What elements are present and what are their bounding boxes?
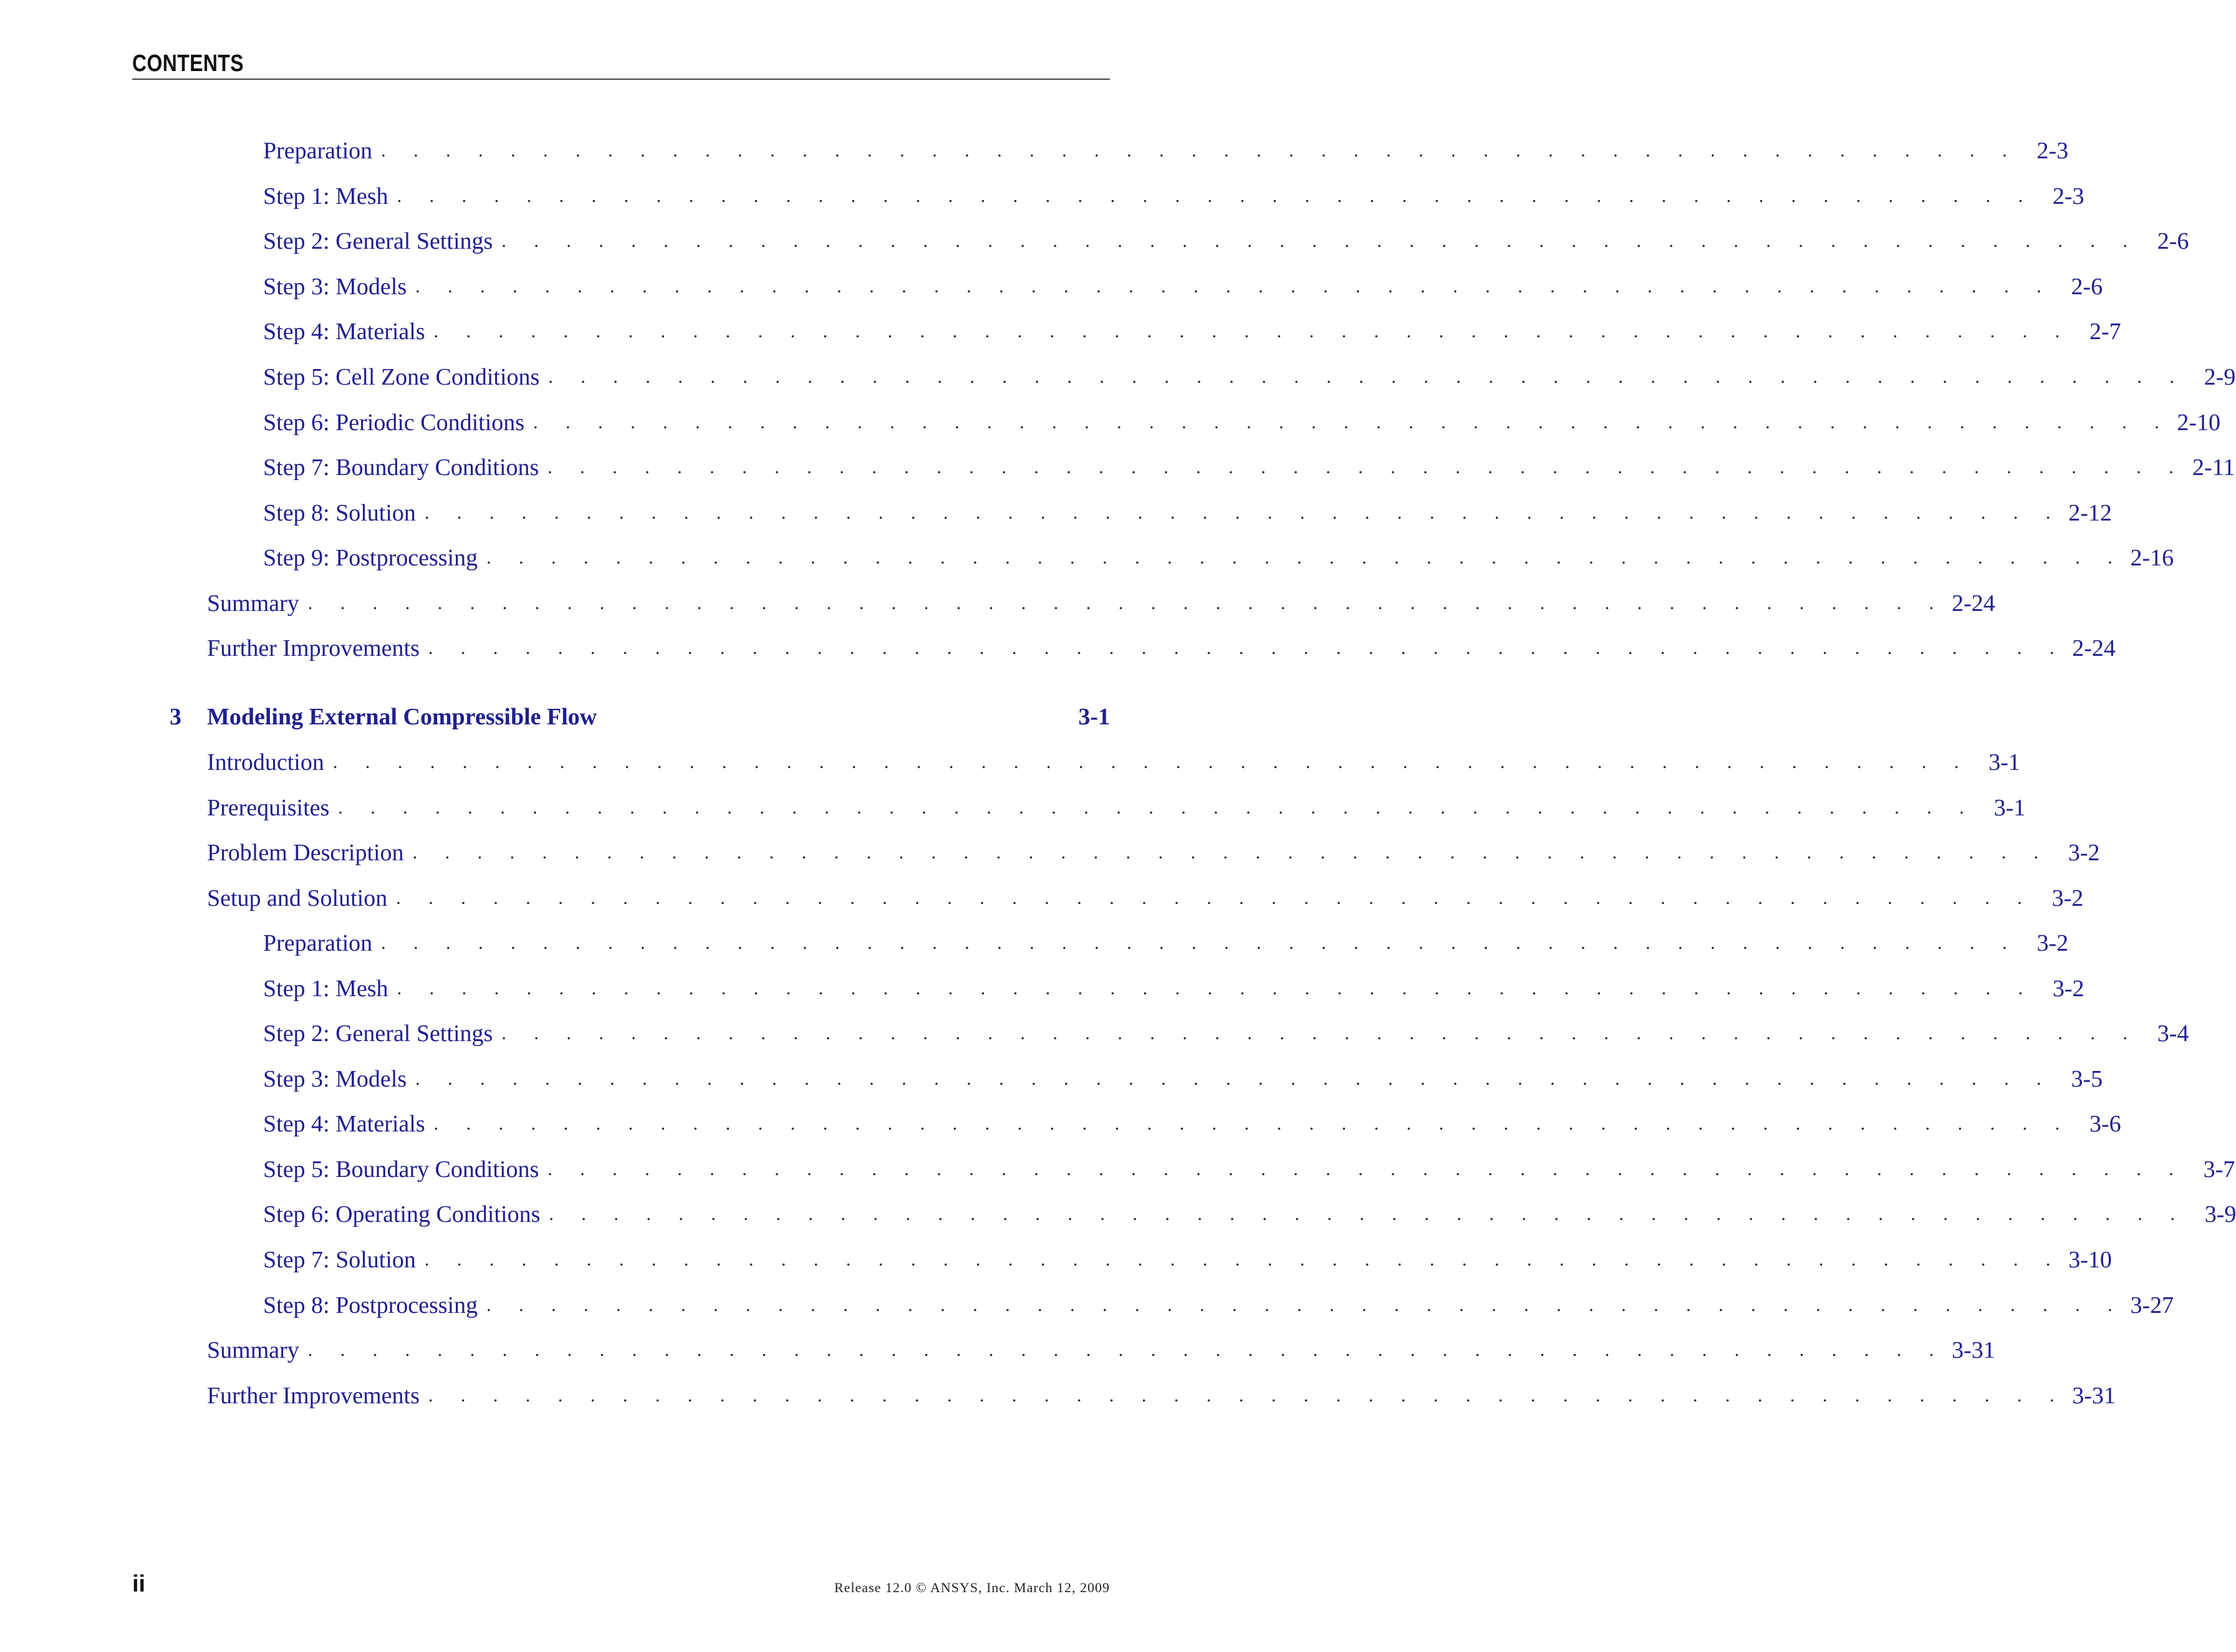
toc-entry-page[interactable]: 3-31 xyxy=(1952,1337,1995,1363)
toc-entry-page[interactable]: 3-27 xyxy=(2130,1292,2174,1318)
toc-entry-title[interactable]: Step 3: Models xyxy=(263,1060,415,1098)
dot-leader: . . . . . . . . . . . . . . . . . . . . . . . . . . . . . . . . . . . . . . . . . . . . . . . . . . . xyxy=(433,321,2071,342)
dot-leader: . . . . . . . . . . . . . . . . . . . . . . . . . . . . . . . . . . . . . . . . . . . . . . . . . . . xyxy=(412,842,2050,863)
dot-leader: . . . . . . . . . . . . . . . . . . . . . . . . . . . . . . . . . . . . . . . . . . . . . . . . . . . xyxy=(307,593,1945,613)
toc-entry-page[interactable]: 2-24 xyxy=(1952,590,1995,617)
dot-leader: . . . . . . . . . . . . . . . . . . . . . . . . . . . . . . . . . . . . . . . . . . . . . . . . . . . xyxy=(381,933,2019,953)
toc-entry-page[interactable]: 2-10 xyxy=(2177,410,2221,436)
dot-leader: . . . . . . . . . . . . . . . . . . . . . . . . . . . . . . . . . . . . . . . . . . . . . . . . . . . xyxy=(547,457,2185,478)
toc-entry-title[interactable]: Further Improvements xyxy=(207,630,428,667)
dot-leader: . . . . . . . . . . . . . . . . . . . . . . . . . . . . . . . . . . . . . . . . . . . . . . . . . . . xyxy=(397,978,2035,999)
toc-entry-page[interactable]: 3-9 xyxy=(2204,1201,2236,1227)
toc-entry-page[interactable]: 3-31 xyxy=(2072,1383,2116,1409)
dot-leader: . . . . . . . . . . . . . . . . . . . . . . . . . . . . . . . . . . . . . . . . . . . . . . . . . . . xyxy=(381,140,2019,161)
dot-leader: . . . . . . . . . . . . . . . . . . . . . . . . . . . . . . . . . . . . . . . . . . . . . . . . . . . xyxy=(397,186,2035,206)
dot-leader: . . . . . . . . . . . . . . . . . . . . . . . . . . . . . . . . . . . . . . . . . . . . . . . . . . . xyxy=(424,1249,2062,1270)
chapter-page[interactable]: 3-1 xyxy=(1078,704,1110,730)
toc-entry-title[interactable]: Summary xyxy=(207,585,308,622)
toc-entry-page[interactable]: 3-10 xyxy=(2068,1247,2112,1273)
toc-entry-summary-3[interactable] xyxy=(207,1332,1995,1369)
toc-entry-step6-operating-conditions-3[interactable] xyxy=(263,1196,2236,1233)
toc-entry-title[interactable]: Step 1: Mesh xyxy=(263,970,397,1007)
toc-entry-page[interactable]: 3-2 xyxy=(2051,885,2084,911)
dot-leader: . . . . . . . . . . . . . . . . . . . . . . . . . . . . . . . . . . . . . . . . . . . . . . . . . . . xyxy=(396,888,2034,908)
page-footer xyxy=(132,1571,1110,1602)
toc-entry-title[interactable]: Preparation xyxy=(263,924,381,962)
dot-leader: . . . . . . . . . . . . . . . . . . . . . . . . . . . . . . . . . . . . . . . . . . . . . . . . . . . xyxy=(486,547,2124,568)
dot-leader: . . . . . . . . . . . . . . . . . . . . . . . . . . . . . . . . . . . . . . . . . . . . . . . . . . . xyxy=(533,412,2171,433)
dot-leader: . . . . . . . . . . . . . . . . . . . . . . . . . . . . . . . . . . . . . . . . . . . . . . . . . . . xyxy=(307,1340,1945,1360)
dot-leader: . . . . . . . . . . . . . . . . . . . . . . . . . . . . . . . . . . . . . . . . . . . . . . . . . . . xyxy=(548,367,2186,387)
toc-entry-page[interactable]: 2-3 xyxy=(2036,138,2069,164)
toc-entry-problem-description-3[interactable] xyxy=(207,834,2100,872)
dot-leader: . . . . . . . . . . . . . . . . . . . . . . . . . . . . . . . . . . . . . . . . . . . . . . . . . . . xyxy=(433,1113,2071,1134)
toc-entry-page[interactable]: 2-9 xyxy=(2204,364,2236,390)
toc-entry-step4-materials-3[interactable] xyxy=(263,1105,2121,1143)
toc-entry-page[interactable]: 3-2 xyxy=(2036,930,2069,956)
dot-leader: . . . . . . . . . . . . . . . . . . . . . . . . . . . . . . . . . . . . . . . . . . . . . . . . . . . xyxy=(486,1295,2124,1315)
toc-entry-title[interactable]: Setup and Solution xyxy=(207,880,396,917)
toc-entry-title[interactable]: Step 2: General Settings xyxy=(263,1015,501,1052)
page-number: ii xyxy=(132,1571,146,1597)
toc-entry-page[interactable]: 2-3 xyxy=(2052,183,2084,209)
toc-entry-title[interactable]: Step 6: Operating Conditions xyxy=(263,1196,549,1233)
toc-entry-title[interactable]: Step 2: General Settings xyxy=(263,223,501,260)
dot-leader: . . . . . . . . . . . . . . . . . . . . . . . . . . . . . . . . . . . . . . . . . . . . . . . . . . . xyxy=(428,638,2066,658)
dot-leader: . . . . . . . . . . . . . . . . . . . . . . . . . . . . . . . . . . . . . . . . . . . . . . . . . . . xyxy=(547,1159,2185,1179)
toc-entry-step4-materials-2[interactable] xyxy=(263,313,2121,350)
toc-entry-step7-boundary-conditions-2[interactable] xyxy=(263,449,2235,486)
toc-entry-page[interactable]: 3-7 xyxy=(2203,1156,2235,1183)
toc-entry-further-improvements-2[interactable] xyxy=(207,630,2116,667)
toc-entry-page[interactable]: 2-11 xyxy=(2192,454,2235,481)
toc-entry-title[interactable]: Step 7: Solution xyxy=(263,1241,425,1279)
dot-leader: . . . . . . . . . . . . . . . . . . . . . . . . . . . . . . . . . . . . . . . . . . . . . . . . . . . xyxy=(549,1204,2187,1224)
toc-entry-title[interactable]: Problem Description xyxy=(207,834,413,872)
toc-entry-page[interactable]: 3-1 xyxy=(1993,795,2026,821)
toc-entry-title[interactable]: Summary xyxy=(207,1332,308,1369)
toc-entry-introduction-3[interactable] xyxy=(207,744,2020,781)
dot-leader: . . . . . . . . . . . . . . . . . . . . . . . . . . . . . . . . . . . . . . . . . . . . . . . . . . . xyxy=(428,1385,2066,1406)
toc-entry-page[interactable]: 2-12 xyxy=(2068,500,2112,526)
toc-entry-page[interactable]: 3-4 xyxy=(2157,1020,2189,1047)
toc-entry-title[interactable]: Step 5: Cell Zone Conditions xyxy=(263,358,548,396)
toc-entry-step5-boundary-conditions-3[interactable] xyxy=(263,1151,2235,1188)
toc-entry-page[interactable]: 3-6 xyxy=(2089,1111,2121,1137)
toc-entry-title[interactable]: Step 9: Postprocessing xyxy=(263,539,486,577)
dot-leader: . . . . . . . . . . . . . . . . . . . . . . . . . . . . . . . . . . . . . . . . . . . . . . . . . . . xyxy=(424,502,2062,523)
toc-entry-title[interactable]: Step 4: Materials xyxy=(263,313,434,350)
toc-entry-title[interactable]: Step 8: Solution xyxy=(263,494,425,532)
toc-entry-title[interactable]: Prerequisites xyxy=(207,789,338,827)
dot-leader: . . . . . . . . . . . . . . . . . . . . . . . . . . . . . . . . . . . . . . . . . . . . . . . . . . . xyxy=(501,1023,2139,1044)
dot-leader: . . . . . . . . . . . . . . . . . . . . . . . . . . . . . . . . . . . . . . . . . . . . . . . . . . . xyxy=(332,752,1970,772)
chapter-number[interactable]: 3 xyxy=(170,704,181,730)
dot-leader: . . . . . . . . . . . . . . . . . . . . . . . . . . . . . . . . . . . . . . . . . . . . . . . . . . . xyxy=(501,231,2139,251)
toc-entry-title[interactable]: Step 7: Boundary Conditions xyxy=(263,449,547,486)
toc-entry-page[interactable]: 3-1 xyxy=(1988,749,2020,776)
toc-entry-title[interactable]: Step 8: Postprocessing xyxy=(263,1287,486,1324)
toc-entry-step2-general-settings-3[interactable] xyxy=(263,1015,2189,1052)
toc-entry-preparation-2[interactable] xyxy=(263,132,2069,170)
toc-entry-step8-solution-2[interactable] xyxy=(263,494,2112,532)
toc-entry-title[interactable]: Introduction xyxy=(207,744,333,781)
chapter-title[interactable]: Modeling External Compressible Flow xyxy=(207,698,597,736)
toc-entry-title[interactable]: Step 3: Models xyxy=(263,268,415,305)
toc-entry-step3-models-3[interactable] xyxy=(263,1060,2103,1098)
toc-entry-title[interactable]: Step 1: Mesh xyxy=(263,178,397,215)
toc-entry-page[interactable]: 3-2 xyxy=(2068,840,2100,866)
release-notice: Release 12.0 © ANSYS, Inc. March 12, 2009 xyxy=(834,1580,1110,1595)
dot-leader: . . . . . . . . . . . . . . . . . . . . . . . . . . . . . . . . . . . . . . . . . . . . . . . . . . . xyxy=(338,797,1976,818)
toc-entry-page[interactable]: 2-16 xyxy=(2130,545,2174,571)
toc-entry-step6-periodic-conditions-2[interactable] xyxy=(263,404,2221,441)
toc-entry-step9-postprocessing-2[interactable] xyxy=(263,539,2174,577)
toc-entry-title[interactable]: Step 5: Boundary Conditions xyxy=(263,1151,547,1188)
toc-entry-preparation-3[interactable] xyxy=(263,924,2069,962)
toc-entry-page[interactable]: 2-6 xyxy=(2071,274,2103,300)
toc-entry-page[interactable]: 2-7 xyxy=(2089,319,2121,345)
toc-chapter-3[interactable] xyxy=(170,698,1110,736)
toc-entry-page[interactable]: 2-6 xyxy=(2157,228,2189,254)
toc-entry-page[interactable]: 3-5 xyxy=(2071,1066,2103,1092)
toc-entry-title[interactable]: Step 6: Periodic Conditions xyxy=(263,404,533,441)
toc-entry-step7-solution-3[interactable] xyxy=(263,1241,2112,1279)
toc-entry-step5-cell-zone-conditions-2[interactable] xyxy=(263,358,2236,396)
toc-entry-summary-2[interactable] xyxy=(207,585,1995,622)
toc-entry-step2-general-settings-2[interactable] xyxy=(263,223,2189,260)
toc-entry-title[interactable]: Preparation xyxy=(263,132,381,170)
toc-entry-step1-mesh-2[interactable] xyxy=(263,178,2084,215)
toc-entry-title[interactable]: Further Improvements xyxy=(207,1377,428,1414)
toc-entry-step3-models-2[interactable] xyxy=(263,268,2103,305)
running-header-title: CONTENTS xyxy=(132,50,244,77)
toc-entry-prerequisites-3[interactable] xyxy=(207,789,2026,827)
toc-entry-step8-postprocessing-3[interactable] xyxy=(263,1287,2174,1324)
toc-entry-step1-mesh-3[interactable] xyxy=(263,970,2084,1007)
dot-leader: . . . . . . . . . . . . . . . . . . . . . . . . . . . . . . . . . . . . . . . . . . . . . . . . . . . xyxy=(415,276,2053,297)
toc-entry-further-improvements-3[interactable] xyxy=(207,1377,2116,1414)
dot-leader: . . . . . . . . . . . . . . . . . . . . . . . . . . . . . . . . . . . . . . . . . . . . . . . . . . . xyxy=(415,1069,2053,1089)
toc-entry-setup-and-solution-3[interactable] xyxy=(207,880,2084,917)
toc-entry-page[interactable]: 3-2 xyxy=(2052,976,2084,1002)
toc-entry-title[interactable]: Step 4: Materials xyxy=(263,1105,434,1143)
toc-entry-page[interactable]: 2-24 xyxy=(2072,635,2116,661)
